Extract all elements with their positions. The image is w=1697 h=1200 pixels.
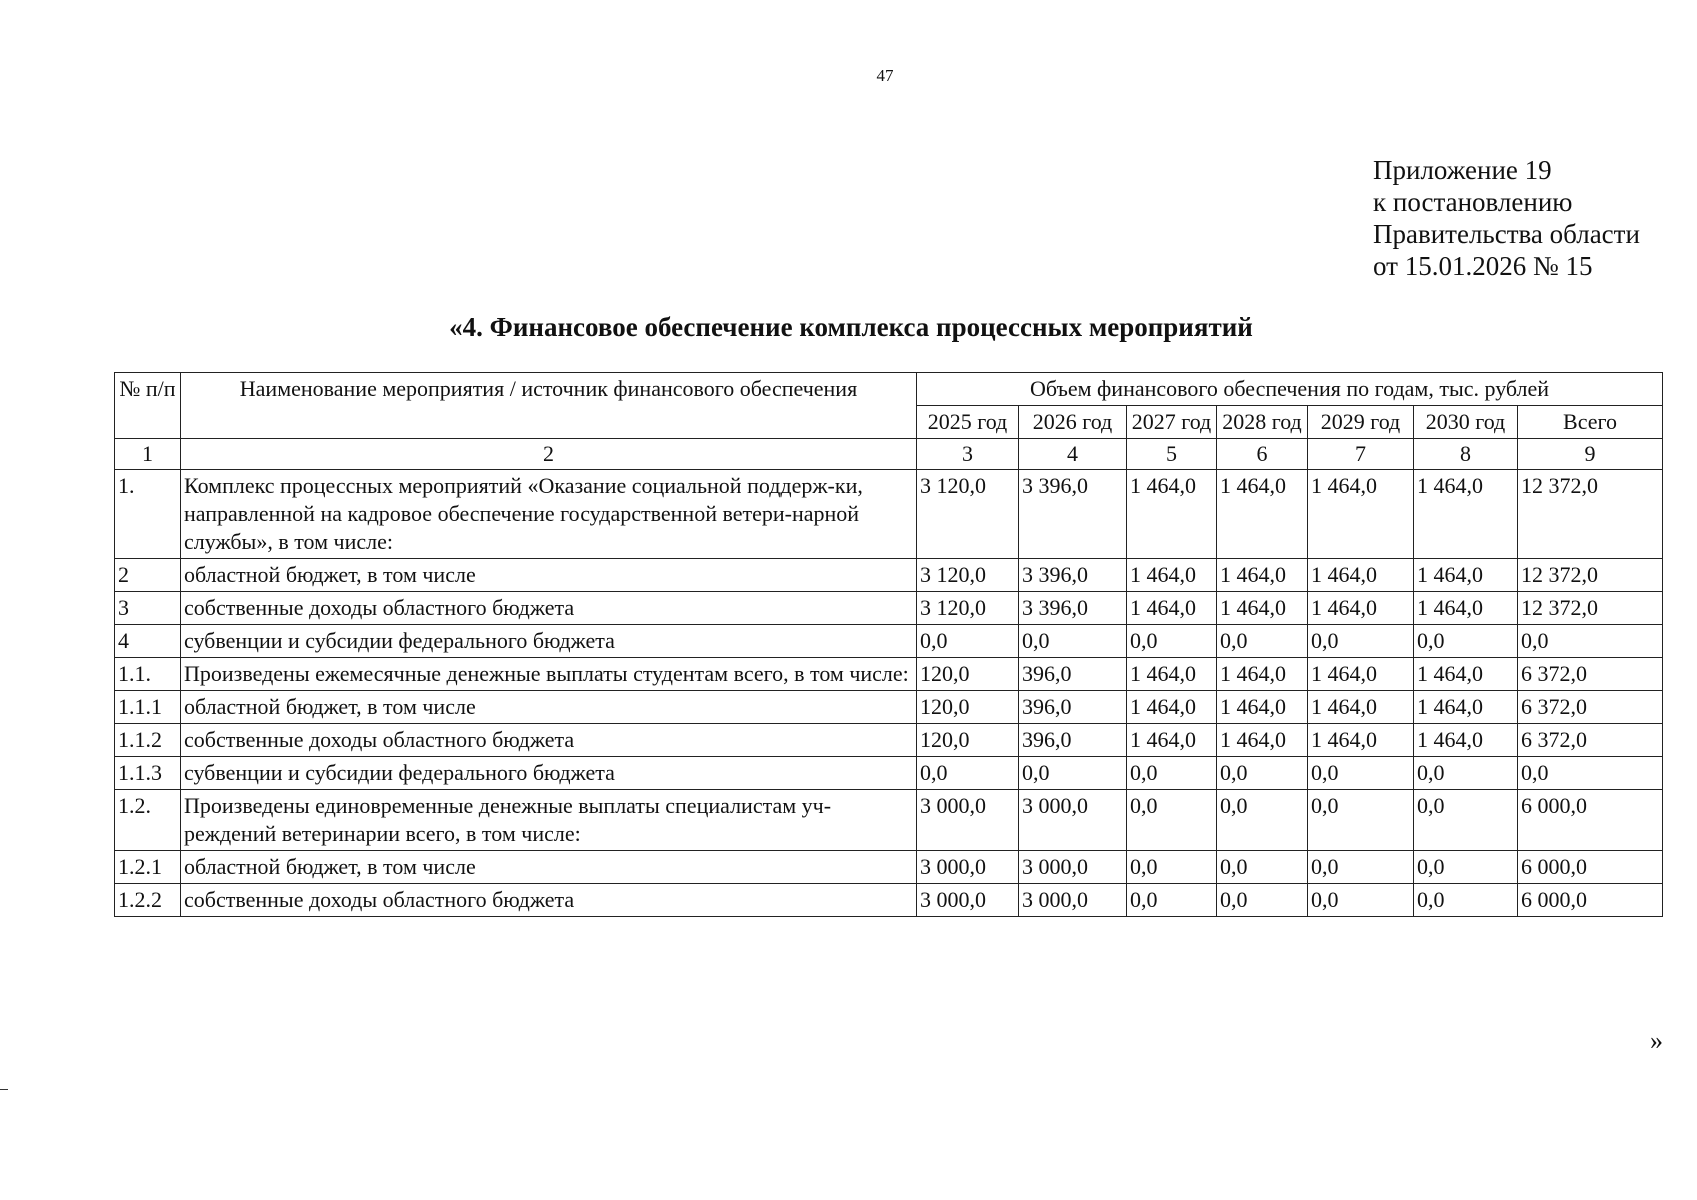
row-value: 0,0: [1414, 851, 1518, 884]
row-value: 1 464,0: [1127, 592, 1217, 625]
row-value: 120,0: [917, 658, 1019, 691]
appendix-block: [1373, 154, 1640, 282]
row-value: 0,0: [1308, 625, 1414, 658]
financing-table: [114, 372, 1663, 917]
table-row: [115, 592, 1663, 625]
row-value: 1 464,0: [1308, 724, 1414, 757]
row-value: 1 464,0: [1217, 724, 1308, 757]
row-value: 0,0: [1127, 851, 1217, 884]
header-year: 2029 год: [1308, 406, 1414, 439]
row-value: 1 464,0: [1127, 470, 1217, 559]
row-name: Произведены ежемесячные денежные выплаты студентам всего, в том числе:: [181, 658, 917, 691]
row-value: 1 464,0: [1414, 658, 1518, 691]
column-number: 1: [115, 439, 181, 470]
row-total: 6 372,0: [1518, 724, 1663, 757]
row-name: Произведены единовременные денежные выплаты специалистам уч-реждений ветеринарии всего, в том числе:: [181, 790, 917, 851]
column-number: 2: [181, 439, 917, 470]
row-total: 12 372,0: [1518, 470, 1663, 559]
row-value: 120,0: [917, 724, 1019, 757]
row-value: 3 120,0: [917, 470, 1019, 559]
row-number: 1.2.1: [115, 851, 181, 884]
table-row: [115, 691, 1663, 724]
table-row: [115, 658, 1663, 691]
row-value: 1 464,0: [1414, 559, 1518, 592]
row-value: 396,0: [1019, 658, 1127, 691]
row-value: 3 000,0: [917, 884, 1019, 917]
row-name: собственные доходы областного бюджета: [181, 724, 917, 757]
row-number: 1.2.2: [115, 884, 181, 917]
header-year: 2026 год: [1019, 406, 1127, 439]
row-total: 0,0: [1518, 625, 1663, 658]
appendix-line: от 15.01.2026 № 15: [1373, 251, 1593, 281]
row-value: 1 464,0: [1217, 658, 1308, 691]
column-number: 9: [1518, 439, 1663, 470]
row-name: областной бюджет, в том числе: [181, 851, 917, 884]
row-value: 396,0: [1019, 691, 1127, 724]
table-row: [115, 757, 1663, 790]
page-number: 47: [876, 66, 894, 85]
table-row: [115, 884, 1663, 917]
row-value: 0,0: [1414, 625, 1518, 658]
row-value: 0,0: [1217, 851, 1308, 884]
row-value: 396,0: [1019, 724, 1127, 757]
row-name: субвенции и субсидии федерального бюджета: [181, 757, 917, 790]
row-value: 1 464,0: [1127, 658, 1217, 691]
row-total: 6 000,0: [1518, 790, 1663, 851]
row-value: 0,0: [1127, 757, 1217, 790]
row-number: 1.1.3: [115, 757, 181, 790]
row-name: собственные доходы областного бюджета: [181, 592, 917, 625]
row-value: 3 396,0: [1019, 559, 1127, 592]
row-value: 1 464,0: [1414, 691, 1518, 724]
column-numbers-row: [115, 439, 1663, 470]
row-name: субвенции и субсидии федерального бюджета: [181, 625, 917, 658]
row-name: областной бюджет, в том числе: [181, 691, 917, 724]
row-value: 3 120,0: [917, 559, 1019, 592]
row-value: 1 464,0: [1308, 559, 1414, 592]
row-total: 0,0: [1518, 757, 1663, 790]
header-year: 2028 год: [1217, 406, 1308, 439]
row-value: 1 464,0: [1308, 691, 1414, 724]
row-value: 0,0: [1308, 884, 1414, 917]
table-row: [115, 851, 1663, 884]
row-total: 6 000,0: [1518, 851, 1663, 884]
header-year: 2027 год: [1127, 406, 1217, 439]
margin-mark: [0, 1089, 8, 1090]
row-value: 0,0: [1308, 790, 1414, 851]
row-value: 0,0: [917, 625, 1019, 658]
row-value: 3 000,0: [1019, 790, 1127, 851]
row-value: 0,0: [1308, 757, 1414, 790]
column-number: 3: [917, 439, 1019, 470]
row-value: 0,0: [917, 757, 1019, 790]
header-row: [115, 373, 1663, 406]
row-value: 0,0: [1217, 625, 1308, 658]
row-value: 1 464,0: [1127, 724, 1217, 757]
column-number: 4: [1019, 439, 1127, 470]
row-number: 1.1.: [115, 658, 181, 691]
row-value: 0,0: [1217, 790, 1308, 851]
row-total: 6 372,0: [1518, 691, 1663, 724]
column-number: 6: [1217, 439, 1308, 470]
row-number: 2: [115, 559, 181, 592]
row-value: 3 000,0: [917, 851, 1019, 884]
row-value: 1 464,0: [1414, 724, 1518, 757]
header-year: 2030 год: [1414, 406, 1518, 439]
row-value: 1 464,0: [1217, 470, 1308, 559]
column-number: 7: [1308, 439, 1414, 470]
row-value: 0,0: [1019, 625, 1127, 658]
table-row: [115, 790, 1663, 851]
row-number: 1.: [115, 470, 181, 559]
table-row: [115, 724, 1663, 757]
row-number: 1.1.2: [115, 724, 181, 757]
row-value: 1 464,0: [1414, 470, 1518, 559]
table-row: [115, 470, 1663, 559]
row-number: 1.2.: [115, 790, 181, 851]
header-year: 2025 год: [917, 406, 1019, 439]
row-value: 0,0: [1019, 757, 1127, 790]
row-value: 3 396,0: [1019, 592, 1127, 625]
row-value: 1 464,0: [1308, 470, 1414, 559]
header-num: № п/п: [115, 373, 181, 439]
column-number: 8: [1414, 439, 1518, 470]
row-value: 0,0: [1308, 851, 1414, 884]
row-value: 0,0: [1217, 884, 1308, 917]
table-row: [115, 625, 1663, 658]
row-total: 12 372,0: [1518, 592, 1663, 625]
row-value: 1 464,0: [1127, 691, 1217, 724]
row-value: 0,0: [1414, 757, 1518, 790]
appendix-line: Правительства области: [1373, 219, 1640, 249]
header-volume: Объем финансового обеспечения по годам, тыс. рублей: [917, 373, 1663, 406]
row-total: 6 000,0: [1518, 884, 1663, 917]
row-number: 4: [115, 625, 181, 658]
row-value: 1 464,0: [1308, 592, 1414, 625]
appendix-line: к постановлению: [1373, 187, 1573, 217]
header-name: Наименование мероприятия / источник финансового обеспечения: [181, 373, 917, 439]
row-value: 1 464,0: [1414, 592, 1518, 625]
row-value: 3 000,0: [1019, 884, 1127, 917]
row-value: 0,0: [1127, 884, 1217, 917]
row-value: 3 000,0: [917, 790, 1019, 851]
row-value: 0,0: [1217, 757, 1308, 790]
document-title: «4. Финансовое обеспечение комплекса процессных мероприятий: [449, 312, 1253, 342]
row-value: 1 464,0: [1127, 559, 1217, 592]
table-row: [115, 559, 1663, 592]
row-total: 6 372,0: [1518, 658, 1663, 691]
row-value: 1 464,0: [1217, 592, 1308, 625]
row-value: 3 000,0: [1019, 851, 1127, 884]
row-value: 0,0: [1127, 625, 1217, 658]
row-number: 3: [115, 592, 181, 625]
row-value: 3 120,0: [917, 592, 1019, 625]
row-name: областной бюджет, в том числе: [181, 559, 917, 592]
appendix-line: Приложение 19: [1373, 155, 1552, 185]
closing-quote: »: [1650, 1026, 1663, 1055]
header-total: Всего: [1518, 406, 1663, 439]
row-value: 1 464,0: [1308, 658, 1414, 691]
row-value: 0,0: [1127, 790, 1217, 851]
row-name: собственные доходы областного бюджета: [181, 884, 917, 917]
row-total: 12 372,0: [1518, 559, 1663, 592]
row-value: 120,0: [917, 691, 1019, 724]
row-value: 1 464,0: [1217, 691, 1308, 724]
row-value: 3 396,0: [1019, 470, 1127, 559]
row-number: 1.1.1: [115, 691, 181, 724]
row-value: 1 464,0: [1217, 559, 1308, 592]
column-number: 5: [1127, 439, 1217, 470]
row-value: 0,0: [1414, 790, 1518, 851]
row-name: Комплекс процессных мероприятий «Оказание социальной поддерж-ки, направленной на кадровое обеспечение государственной ветери-нарной службы», в том числе:: [181, 470, 917, 559]
table-body: [115, 470, 1663, 917]
row-value: 0,0: [1414, 884, 1518, 917]
